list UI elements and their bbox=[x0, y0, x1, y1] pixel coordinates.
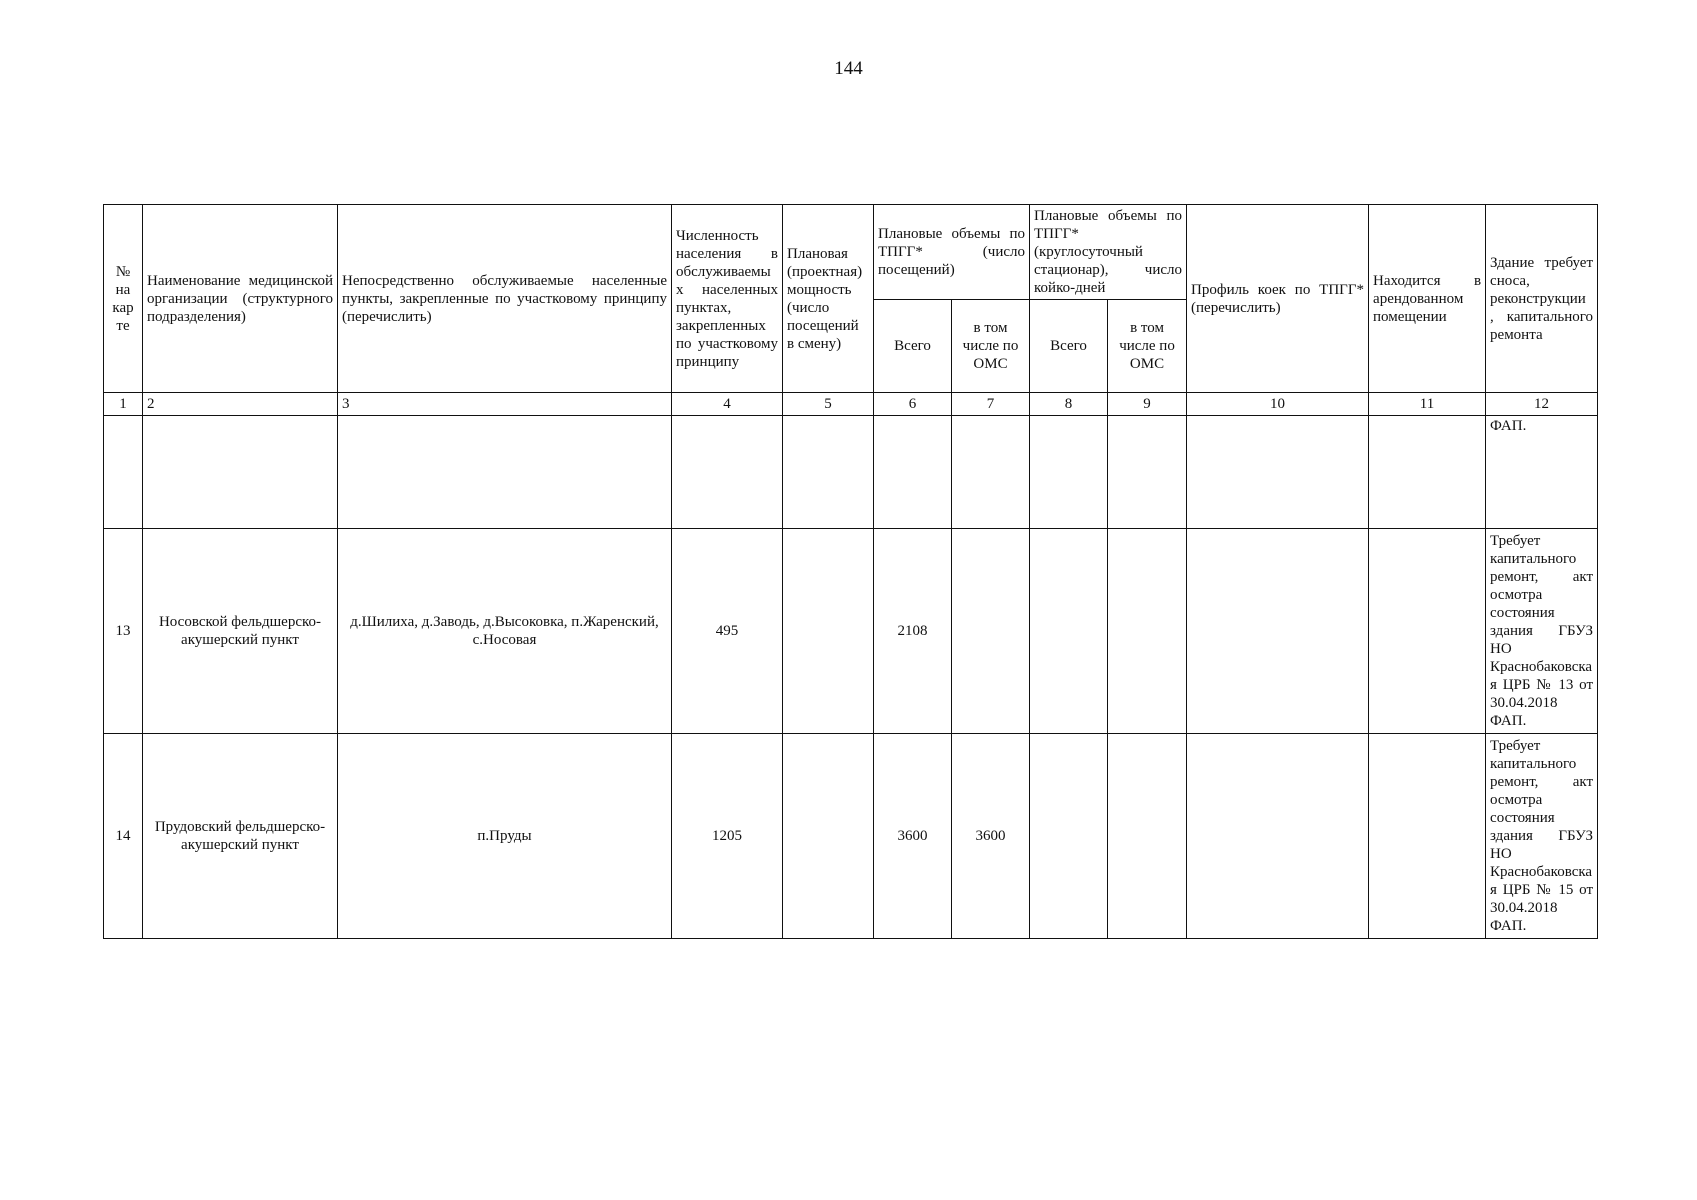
row-points bbox=[338, 416, 672, 529]
row-visits-oms: 3600 bbox=[952, 734, 1030, 939]
row-building: Требует капитального ремонт, акт осмотра состояния здания ГБУЗ НО Краснобаковская ЦРБ № 15 от 30.04.2018 ФАП. bbox=[1486, 734, 1598, 939]
row-name: Прудовский фельдшерско-акушерский пункт bbox=[143, 734, 338, 939]
row-profile bbox=[1187, 416, 1369, 529]
column-number: 7 bbox=[952, 393, 1030, 416]
row-name bbox=[143, 416, 338, 529]
header-name: Наименование медицинской организации (структурного подразделения) bbox=[143, 205, 338, 393]
column-number: 9 bbox=[1108, 393, 1187, 416]
row-name: Носовской фельдшерско-акушерский пункт bbox=[143, 529, 338, 734]
row-profile bbox=[1187, 529, 1369, 734]
column-number: 10 bbox=[1187, 393, 1369, 416]
row-population bbox=[672, 416, 783, 529]
row-num bbox=[104, 416, 143, 529]
row-beds-oms bbox=[1108, 416, 1187, 529]
header-population: Численность населения в обслуживаемых населенных пунктах, закрепленных по участковому принципу bbox=[672, 205, 783, 393]
row-building: ФАП. bbox=[1486, 416, 1598, 529]
header-rented: Находится в арендованном помещении bbox=[1369, 205, 1486, 393]
header-visits-oms: в том числе по ОМС bbox=[952, 300, 1030, 393]
header-visits-group: Плановые объемы по ТПГГ* (число посещений) bbox=[874, 205, 1030, 300]
row-num: 13 bbox=[104, 529, 143, 734]
column-number: 12 bbox=[1486, 393, 1598, 416]
row-rented bbox=[1369, 734, 1486, 939]
row-visits-total bbox=[874, 416, 952, 529]
row-capacity bbox=[783, 416, 874, 529]
row-visits-total: 3600 bbox=[874, 734, 952, 939]
row-capacity bbox=[783, 529, 874, 734]
row-beds-oms bbox=[1108, 529, 1187, 734]
row-beds-oms bbox=[1108, 734, 1187, 939]
column-number-row bbox=[104, 393, 1598, 416]
header-served-points: Непосредственно обслуживаемые населенные пункты, закрепленные по участковому принципу (перечислить) bbox=[338, 205, 672, 393]
header-beds-oms: в том числе по ОМС bbox=[1108, 300, 1187, 393]
row-rented bbox=[1369, 416, 1486, 529]
column-number: 11 bbox=[1369, 393, 1486, 416]
header-visits-total: Всего bbox=[874, 300, 952, 393]
row-num: 14 bbox=[104, 734, 143, 939]
column-number: 1 bbox=[104, 393, 143, 416]
row-capacity bbox=[783, 734, 874, 939]
row-beds-total bbox=[1030, 734, 1108, 939]
row-profile bbox=[1187, 734, 1369, 939]
row-population: 1205 bbox=[672, 734, 783, 939]
header-hospital-group: Плановые объемы по ТПГГ* (круглосуточный стационар), число койко-дней bbox=[1030, 205, 1187, 300]
header-building: Здание требует сноса, реконструкции , капитального ремонта bbox=[1486, 205, 1598, 393]
row-building: Требует капитального ремонт, акт осмотра состояния здания ГБУЗ НО Краснобаковская ЦРБ № 13 от 30.04.2018 ФАП. bbox=[1486, 529, 1598, 734]
facilities-table bbox=[103, 204, 1598, 939]
column-number: 3 bbox=[338, 393, 672, 416]
header-beds-total: Всего bbox=[1030, 300, 1108, 393]
header-num: № на кар те bbox=[104, 205, 143, 393]
row-points: д.Шилиха, д.Заводь, д.Высоковка, п.Жаренский, с.Носовая bbox=[338, 529, 672, 734]
page-number: 144 bbox=[834, 58, 863, 79]
table-row bbox=[104, 416, 1598, 529]
row-points: п.Пруды bbox=[338, 734, 672, 939]
row-visits-total: 2108 bbox=[874, 529, 952, 734]
table-row bbox=[104, 734, 1598, 939]
row-beds-total bbox=[1030, 416, 1108, 529]
column-number: 8 bbox=[1030, 393, 1108, 416]
row-rented bbox=[1369, 529, 1486, 734]
header-capacity: Плановая (проектная) мощность (число посещений в смену) bbox=[783, 205, 874, 393]
column-number: 2 bbox=[143, 393, 338, 416]
row-visits-oms bbox=[952, 529, 1030, 734]
column-number: 5 bbox=[783, 393, 874, 416]
table-row bbox=[104, 529, 1598, 734]
header-bed-profile: Профиль коек по ТПГГ* (перечислить) bbox=[1187, 205, 1369, 393]
row-population: 495 bbox=[672, 529, 783, 734]
column-number: 4 bbox=[672, 393, 783, 416]
column-number: 6 bbox=[874, 393, 952, 416]
row-visits-oms bbox=[952, 416, 1030, 529]
header-row bbox=[104, 205, 1598, 300]
row-beds-total bbox=[1030, 529, 1108, 734]
